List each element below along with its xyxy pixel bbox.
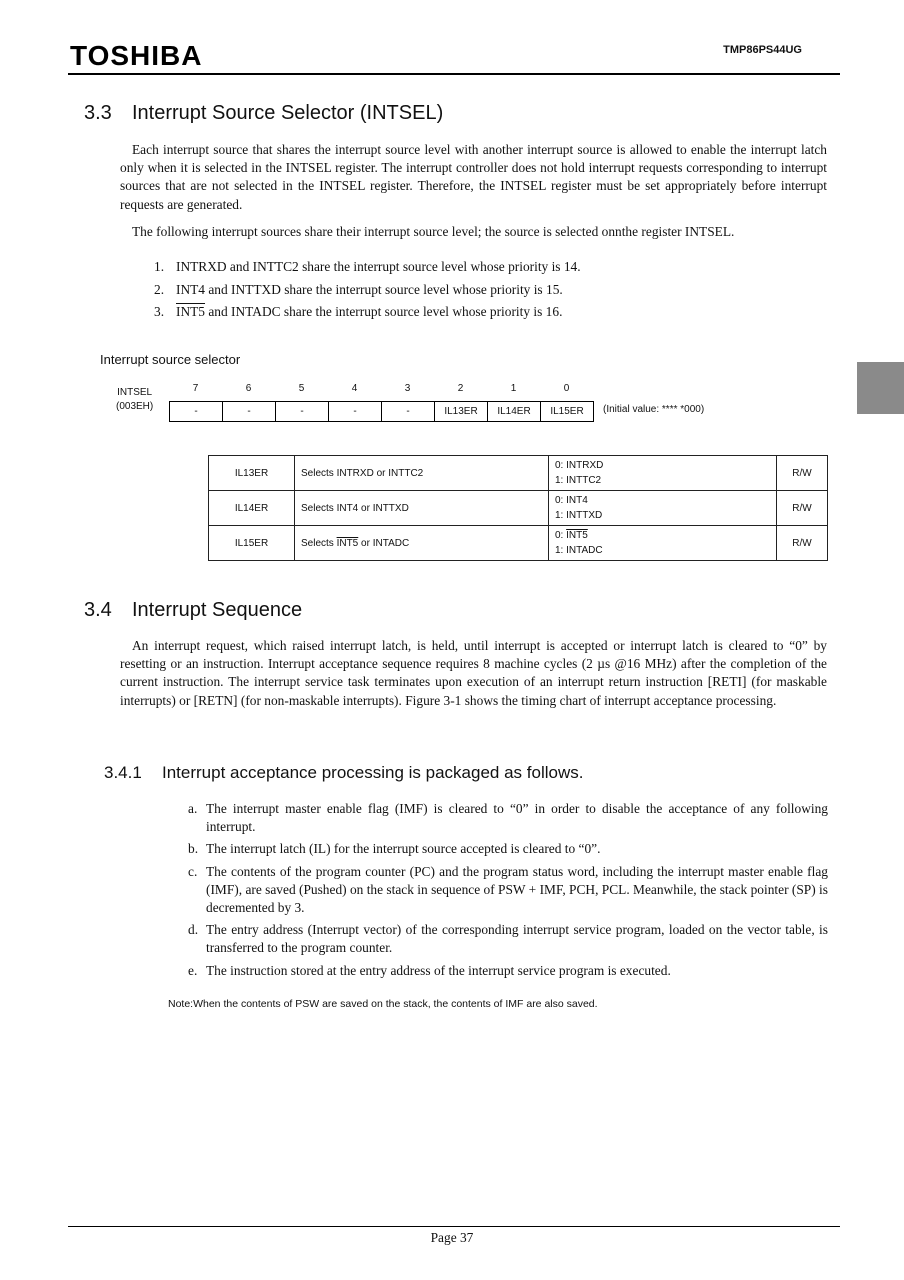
- description-cell: [295, 526, 549, 561]
- list-text: The interrupt latch (IL) for the interrupt source accepted is cleared to “0”.: [206, 841, 601, 857]
- paragraph: The following interrupt sources share their interrupt source level; the source is selected onnthe register INTSEL.: [132, 224, 735, 239]
- bit-name-cell: IL14ER: [209, 491, 295, 526]
- list-text: The entry address (Interrupt vector) of the corresponding interrupt service program, loaded on the vector table, is transferred to the program counter.: [206, 922, 828, 956]
- register-bit-cell: -: [169, 401, 223, 422]
- list-item: [188, 800, 828, 836]
- list-text: The interrupt master enable flag (IMF) is cleared to “0” in order to disable the acceptance of any following interrupt.: [206, 801, 828, 835]
- table-row: [209, 456, 828, 491]
- list-item: [188, 921, 828, 957]
- list-text: INT4 and INTTXD share the interrupt source level whose priority is 15.: [176, 281, 563, 297]
- bit-number: 6: [245, 383, 252, 394]
- section-number: 3.4: [84, 599, 112, 621]
- description-cell: [295, 456, 549, 491]
- register-bit-cell: IL15ER: [540, 401, 594, 422]
- table-row: [209, 526, 828, 561]
- note: Note:When the contents of PSW are saved on the stack, the contents of IMF are also saved.: [168, 998, 598, 1010]
- values-cell: [549, 491, 777, 526]
- list-number: 3.: [154, 304, 165, 319]
- list-text: INTRXD and INTTC2 share the interrupt source level whose priority is 14.: [176, 259, 581, 274]
- list-item: [188, 962, 828, 980]
- list-number: 2.: [154, 281, 165, 297]
- list-letter: d.: [188, 922, 199, 938]
- bit-number: 3: [404, 383, 411, 394]
- value-prefix: 0:: [555, 530, 567, 541]
- value-1: 1: INTTC2: [555, 475, 602, 486]
- paragraph: An interrupt request, which raised interrupt latch, is held, until interrupt is accepted or interrupt latch is cleared to “0” by resetting or an instruction. Interrupt acceptance sequence requires 8 machine cycles (2 µs @16 MHz) after the completion of the current instruction. The interrupt service task terminates upon execution of an interrupt return instruction [RETI] (for maskable interrupts) or [RETN] (for non-maskable interrupts). Figure 3-1 shows the timing chart of interrupt acceptance processing.: [120, 638, 827, 708]
- description-text: Selects: [301, 537, 337, 549]
- section-number: 3.3: [84, 102, 112, 124]
- register-label: [116, 386, 153, 414]
- bit-number: 5: [298, 383, 305, 394]
- section-3-4-heading: [84, 599, 302, 622]
- values-cell: [549, 456, 777, 491]
- register-bit-cell: IL14ER: [487, 401, 541, 422]
- list-letter: e.: [188, 962, 198, 978]
- register-description-table: [208, 455, 828, 561]
- list-item: [154, 259, 581, 282]
- toshiba-logo: TOSHIBA: [70, 40, 203, 71]
- bit-number: 4: [351, 383, 358, 394]
- value-0: [555, 528, 770, 543]
- list-number: 1.: [154, 259, 165, 274]
- value-1: 1: INTADC: [555, 545, 603, 556]
- bit-number: 0: [563, 383, 570, 394]
- register-address: (003EH): [116, 401, 154, 412]
- acceptance-steps-list: [188, 800, 828, 984]
- page-number: Page 37: [430, 1230, 474, 1245]
- bit-name-cell: IL15ER: [209, 526, 295, 561]
- register-bit-cell: -: [328, 401, 382, 422]
- list-letter: b.: [188, 841, 199, 857]
- section-number: 3.4.1: [104, 763, 142, 782]
- selector-heading: Interrupt source selector: [100, 352, 241, 367]
- register-name: INTSEL: [117, 387, 153, 398]
- section-3-3-heading: [84, 102, 443, 125]
- list-item: [154, 282, 581, 305]
- value-overline-signal: INT5: [566, 530, 588, 541]
- header-rule: [68, 73, 840, 75]
- access-cell: R/W: [777, 491, 828, 526]
- register-bit-cell: -: [275, 401, 329, 422]
- description-text: or INTADC: [358, 537, 410, 549]
- section-title: Interrupt Source Selector (INTSEL): [132, 102, 444, 124]
- list-text: The instruction stored at the entry address of the interrupt service program is executed.: [206, 962, 671, 978]
- footer-rule: [68, 1226, 840, 1227]
- table-row: [209, 491, 828, 526]
- section-3-4-1-heading: [104, 763, 583, 783]
- register-bit-row: [169, 401, 594, 422]
- bit-number: 1: [510, 383, 517, 394]
- description-overline-signal: INT5: [336, 537, 359, 549]
- section-title: Interrupt Sequence: [132, 599, 303, 621]
- access-cell: R/W: [777, 456, 828, 491]
- list-item: [188, 863, 828, 918]
- bit-number: 7: [192, 383, 199, 394]
- value-0: 0: INT4: [555, 495, 588, 506]
- paragraph: Each interrupt source that shares the interrupt source level with another interrupt source is allowed to enable the interrupt latch only when it is selected in the INTSEL register. The interrupt controller does not hold interrupt requests corresponding to interrupt sources that are not selected in the INTSEL register. Therefore, the INTSEL register must be set appropriately before interrupt requests are generated.: [120, 142, 827, 212]
- list-letter: a.: [188, 801, 198, 816]
- section-title: Interrupt acceptance processing is packaged as follows.: [162, 763, 584, 782]
- value-0: 0: INTRXD: [555, 460, 604, 471]
- list-letter: c.: [188, 863, 198, 879]
- document-id: TMP86PS44UG: [723, 44, 802, 56]
- bit-name-cell: IL13ER: [209, 456, 295, 491]
- list-text: and INTADC share the interrupt source level whose priority is 16.: [205, 304, 563, 319]
- list-overline-signal: INT5: [176, 304, 206, 319]
- chapter-tab: [857, 362, 904, 414]
- register-bit-cell: IL13ER: [434, 401, 488, 422]
- list-item: [188, 840, 828, 858]
- value-1: 1: INTTXD: [555, 510, 603, 521]
- bit-number: 2: [457, 383, 464, 394]
- access-cell: R/W: [777, 526, 828, 561]
- initial-value: (Initial value: **** *000): [603, 404, 705, 415]
- shared-source-list: [154, 259, 581, 327]
- description-text: Selects INT4 or INTTXD: [301, 502, 409, 514]
- register-bit-cell: -: [222, 401, 276, 422]
- register-bit-cell: -: [381, 401, 435, 422]
- list-text: The contents of the program counter (PC) and the program status word, including the interrupt master enable flag (IMF), are saved (Pushed) on the stack in sequence of PSW + IMF, PCH, PCL. Meanwhile, the stack pointer (SP) is decremented by 3.: [206, 863, 828, 916]
- description-cell: [295, 491, 549, 526]
- values-cell: [549, 526, 777, 561]
- list-item: [154, 304, 581, 327]
- description-text: Selects INTRXD or INTTC2: [301, 467, 424, 479]
